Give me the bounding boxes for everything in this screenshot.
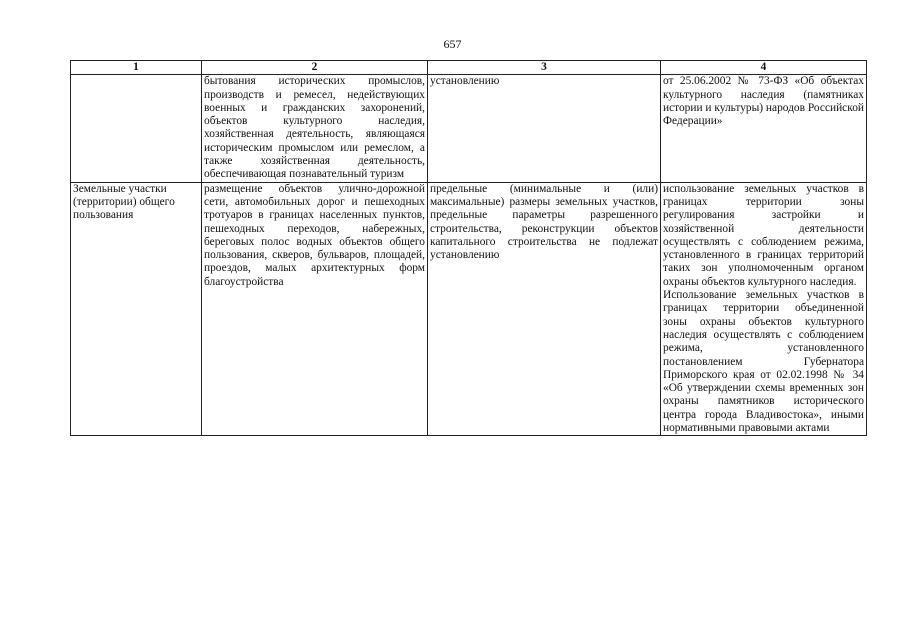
table-cell: бытования исторических промыслов, производств и ремесел, недействующих военных и гражданских захоронений, объектов культурного наследия, хозяйственная деятельность, являющаяся историческим промыслом или ремеслом, а также хозяйственная деятельность, обеспечивающая познавательный туризм <box>202 75 428 182</box>
cell-paragraph: Использование земельных участков в границах территории объединенной зоны охраны объектов культурного наследия осуществлять с соблюдением режима, установленного постановлением Губернатора Приморского края от 02.02.1998 № 34 «Об утверждении схемы временных зон охраны памятников исторического центра города Владивостока», иными нормативными правовыми актами <box>663 289 864 435</box>
table-cell <box>661 182 867 436</box>
table-header-row <box>71 61 867 75</box>
table-cell <box>661 75 867 182</box>
cell-paragraph: от 25.06.2002 № 73-ФЗ «Об объектах культурного наследия (памятниках истории и культуры) народов Российской Федерации» <box>663 75 864 128</box>
column-header: 1 <box>71 61 202 75</box>
table-cell: установлению <box>428 75 661 182</box>
column-header: 2 <box>202 61 428 75</box>
cell-paragraph: использование земельных участков в границах территории зоны регулирования застройки и хозяйственной деятельности осуществлять с соблюдением режима, установленного в границах территорий таких зон уполномоченным органом охраны объектов культурного наследия. <box>663 182 864 288</box>
table-cell <box>71 75 202 182</box>
table-row <box>71 182 867 436</box>
table-cell: размещение объектов улично-дорожной сети, автомобильных дорог и пешеходных тротуаров в границах населенных пунктов, пешеходных переходов, набережных, береговых полос водных объектов общего пользования, скверов, бульваров, площадей, проездов, малых архитектурных форм благоустройства <box>202 182 428 436</box>
column-header: 4 <box>661 61 867 75</box>
column-header: 3 <box>428 61 661 75</box>
table-cell: предельные (минимальные и (или) максимальные) размеры земельных участков, предельные параметры разрешенного строительства, реконструкции объектов капитального строительства не подлежат установлению <box>428 182 661 436</box>
page-number: 657 <box>443 37 462 51</box>
table-cell: Земельные участки (территории) общего пользования <box>71 182 202 436</box>
zoning-table <box>70 60 867 436</box>
table-row <box>71 75 867 182</box>
